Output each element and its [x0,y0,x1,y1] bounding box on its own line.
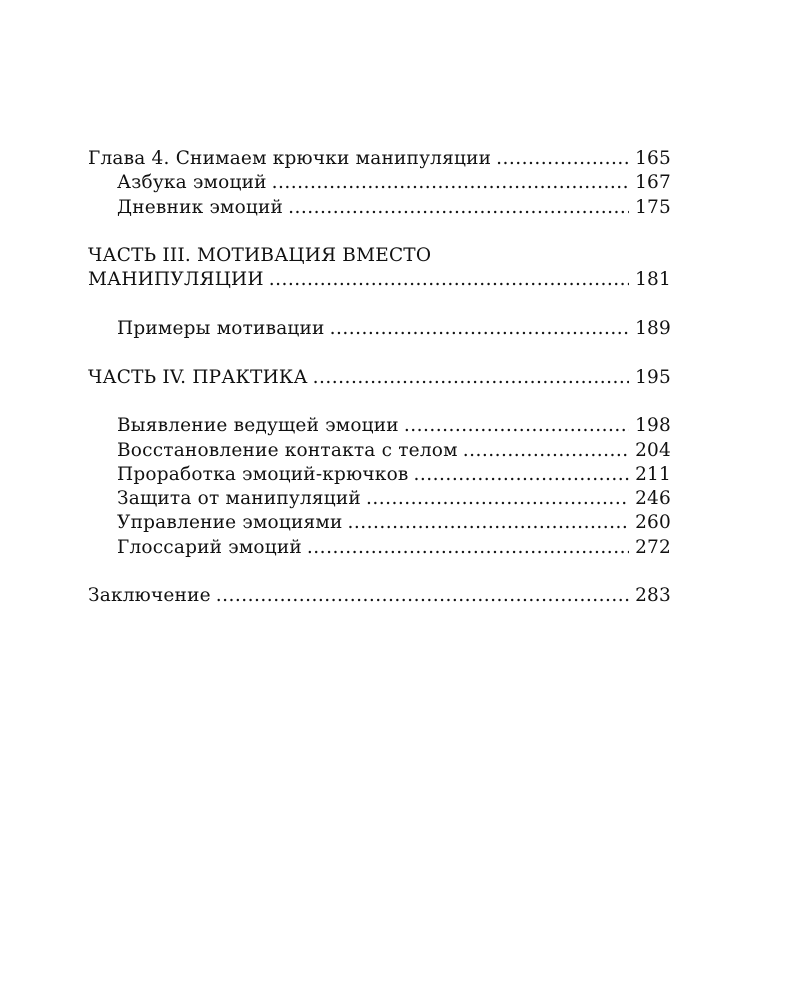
toc-entry-body-contact[interactable] [88,439,671,463]
toc-entry-title: Примеры мотивации [117,318,325,340]
toc-entry-part-3-line1[interactable] [88,244,671,268]
toc-entry-emotion-glossary[interactable] [88,536,671,560]
toc-entry-title: Заключение [88,585,211,607]
toc-entry-conclusion[interactable] [88,584,671,608]
toc-entry-page: 246 [635,488,671,510]
dot-leader [330,317,629,341]
dot-leader [414,463,630,487]
toc-entry-emotion-diary[interactable] [88,196,671,220]
dot-leader [496,147,629,171]
dot-leader [272,171,629,195]
toc-entry-page: 195 [635,366,671,388]
toc-entry-title: Выявление ведущей эмоции [117,415,399,437]
spacer [88,220,671,244]
toc-entry-page: 189 [635,318,671,340]
toc-entry-title: Дневник эмоций [117,196,284,218]
dot-leader [313,366,629,390]
toc-entry-title: МАНИПУЛЯЦИИ [88,269,264,291]
dot-leader [269,268,629,292]
spacer [88,390,671,414]
spacer [88,341,671,365]
toc-entry-title: Защита от манипуляций [117,488,361,510]
toc-entry-part-3[interactable] [88,268,671,292]
dot-leader [347,511,629,535]
toc-entry-chapter-4[interactable] [88,147,671,171]
toc-entry-page: 181 [635,269,671,291]
toc-entry-motivation-examples[interactable] [88,317,671,341]
toc-entry-page: 204 [635,439,671,461]
toc-entry-emotion-alphabet[interactable] [88,171,671,195]
toc-entry-title: Глава 4. Снимаем крючки манипуляции [88,148,492,169]
toc-entry-title: ЧАСТЬ IV. ПРАКТИКА [88,366,308,388]
toc-entry-page: 272 [635,536,671,558]
toc-entry-hook-emotions[interactable] [88,463,671,487]
toc-entry-page: 198 [635,415,671,437]
toc-entry-part-4[interactable] [88,366,671,390]
toc-entry-leading-emotion[interactable] [88,414,671,438]
toc-entry-emotion-management[interactable] [88,511,671,535]
toc-entry-title: Восстановление контакта с телом [117,439,458,461]
toc-entry-title: Азбука эмоций [117,172,267,194]
spacer [88,560,671,584]
dot-leader [288,196,629,220]
toc-entry-page: 260 [635,512,671,534]
dot-leader [216,584,629,608]
dot-leader [307,536,629,560]
dot-leader [463,439,629,463]
spacer [88,293,671,317]
table-of-contents [88,147,671,609]
toc-entry-title: ЧАСТЬ III. МОТИВАЦИЯ ВМЕСТО [88,245,432,267]
toc-entry-page: 211 [635,463,671,485]
toc-entry-title: Проработка эмоций-крючков [117,463,409,485]
toc-entry-page: 167 [635,172,671,194]
toc-entry-title: Управление эмоциями [117,512,343,534]
toc-entry-page: 165 [635,148,671,169]
toc-entry-title: Глоссарий эмоций [117,536,302,558]
dot-leader [366,487,629,511]
toc-entry-page: 175 [635,196,671,218]
dot-leader [404,414,629,438]
toc-entry-page: 283 [635,585,671,607]
toc-entry-manipulation-defense[interactable] [88,487,671,511]
